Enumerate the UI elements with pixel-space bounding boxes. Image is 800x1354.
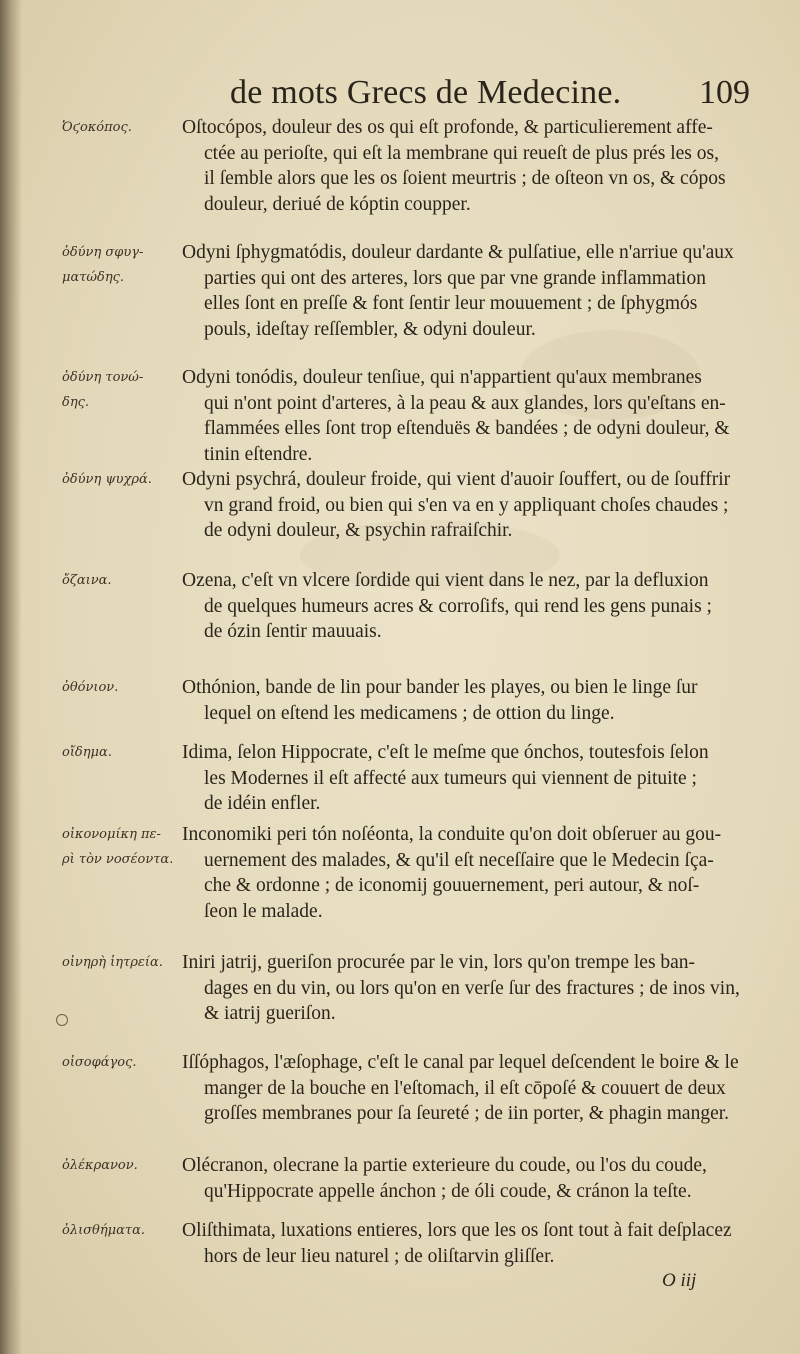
greek-line: ὀδύνη ψυχρά. [62, 472, 152, 487]
entry-line: Odyni ſphygmatódis, douleur dardante & pulſatiue, elle n'arriue qu'aux [182, 242, 734, 263]
entry-line: les Modernes il eſt affecté aux tumeurs qui viennent de pituite ; [204, 767, 697, 789]
greek-line: ρὶ τὸν νοσέοντα. [62, 852, 174, 867]
greek-line: ματώδης. [62, 270, 125, 285]
greek-line: ὀδύνη σφυγ- [62, 245, 144, 260]
greek-line: ὀθόνιον. [62, 680, 119, 695]
entry-line: de quelques humeurs acres & corroſifs, qui rend les gens punais ; [204, 595, 712, 617]
greek-headword [62, 1153, 180, 1178]
entry-line: groſſes membranes pour ſa ſeureté ; de iin porter, & phagin manger. [204, 1103, 730, 1124]
page-number: 109 [699, 74, 750, 111]
entry-line: ctée au perioſte, qui eſt la membrane qui reueſt de plus prés les os, [204, 142, 719, 164]
greek-line: Ὀϛοκόπος. [62, 120, 132, 135]
entry-text [182, 1218, 768, 1269]
entry-line: Iſſóphagos, l'æſophage, c'eſt le canal par lequel deſcendent le boire & le [182, 1052, 739, 1073]
greek-line: δης. [62, 395, 90, 410]
entry-line: uernement des malades, & qu'il eſt neceſſaire que le Medecin ſça- [204, 849, 714, 871]
greek-headword [62, 1050, 180, 1075]
entry-line: tinin eſtendre. [204, 443, 313, 465]
entry-line: Oliſthimata, luxations entieres, lors que les os ſont tout à fait deſplacez [182, 1220, 732, 1241]
entry-line: Idima, ſelon Hippocrate, c'eſt le meſme que ónchos, toutesfois ſelon [182, 742, 709, 763]
entry-text [182, 675, 768, 726]
greek-headword [62, 950, 180, 975]
greek-headword [62, 568, 180, 593]
entry-line: Iniri jatrij, gueriſon procurée par le vin, lors qu'on trempe les ban- [182, 952, 696, 973]
entry-line: Othónion, bande de lin pour bander les playes, ou bien le linge ſur [182, 677, 698, 698]
running-title: de mots Grecs de Medecine. [230, 74, 622, 111]
entry-line: de ózin ſentir mauuais. [204, 621, 382, 642]
page-header [230, 74, 750, 120]
entry-line: douleur, deriué de kóptin coupper. [204, 193, 471, 215]
entry-text [182, 740, 768, 817]
greek-headword [62, 467, 180, 492]
entry-line: flammées elles ſont trop eſtenduës & bandées ; de odyni douleur, & [204, 418, 730, 439]
entry-text [182, 365, 768, 467]
greek-line: οἴδημα. [62, 745, 112, 760]
entry-line: parties qui ont des arteres, lors que par vne grande inflammation [204, 267, 706, 289]
entry-text [182, 1153, 768, 1204]
greek-headword [62, 740, 180, 765]
greek-line: οἰσοφάγος. [62, 1055, 137, 1070]
greek-line: ὄζαινα. [62, 573, 112, 588]
entry-text [182, 1050, 768, 1127]
entry-line: il ſemble alors que les os ſoient meurtris ; de oſteon vn os, & cópos [204, 168, 726, 189]
greek-headword [62, 240, 180, 290]
ring-mark [56, 1014, 68, 1026]
entry-line: de odyni douleur, & psychin rafraiſchir. [204, 520, 513, 541]
greek-headword [62, 115, 180, 140]
entry-text [182, 568, 768, 645]
entry-line: elles ſont en preſſe & font ſentir leur mouuement ; de ſphygmós [204, 293, 698, 314]
entry-line: che & ordonne ; de iconomij gouuernement, peri autour, & noſ- [204, 875, 700, 896]
gutter-shadow [0, 0, 22, 1354]
entry-line: Olécranon, olecrane la partie exterieure du coude, ou l'os du coude, [182, 1155, 707, 1176]
greek-headword [62, 822, 180, 872]
greek-line: ὀλέκρανον. [62, 1158, 138, 1173]
entry-line: Ozena, c'eſt vn vlcere ſordide qui vient dans le nez, par la defluxion [182, 570, 709, 591]
entry-line: vn grand froid, ou bien qui s'en va en y appliquant choſes chaudes ; [204, 494, 729, 516]
entry-text [182, 115, 768, 217]
greek-headword [62, 365, 180, 415]
entry-line: Odyni psychrá, douleur froide, qui vient d'auoir ſouffert, ou de ſouffrir [182, 469, 731, 490]
entry-line: Odyni tonódis, douleur tenſiue, qui n'appartient qu'aux membranes [182, 367, 702, 388]
entry-line: ſeon le malade. [204, 900, 323, 922]
greek-line: οἰνηρὴ ἰητρεία. [62, 955, 163, 970]
greek-headword [62, 675, 180, 700]
greek-line: ὀλισθήματα. [62, 1223, 145, 1238]
entry-line: & iatrij gueriſon. [204, 1003, 336, 1024]
greek-line: ὀδύνη τονώ- [62, 370, 144, 385]
entry-line: qui n'ont point d'arteres, à la peau & aux glandes, lors qu'eſtans en- [204, 392, 726, 414]
greek-line: οἰκονομίκη πε- [62, 827, 161, 842]
entry-line: Inconomiki peri tón noſéonta, la conduite qu'on doit obſeruer au gou- [182, 824, 722, 845]
entry-line: lequel on eſtend les medicamens ; de ottion du linge. [204, 702, 615, 724]
entry-line: Oſtocópos, douleur des os qui eſt profonde, & particulierement affe- [182, 117, 713, 138]
entry-text [182, 467, 768, 544]
entry-text [182, 822, 768, 924]
entry-line: hors de leur lieu naturel ; de oliſtarvin gliſſer. [204, 1245, 555, 1267]
entry-line: qu'Hippocrate appelle ánchon ; de óli coude, & cránon la teſte. [204, 1180, 692, 1202]
signature-mark: O iij [662, 1270, 697, 1291]
entry-line: de idéin enfler. [204, 793, 321, 814]
entry-line: dages en du vin, ou lors qu'on en verſe ſur des fractures ; de inos vin, [204, 977, 740, 999]
entry-line: pouls, ideſtay reſſembler, & odyni douleur. [204, 318, 536, 340]
greek-headword [62, 1218, 180, 1243]
entry-text [182, 950, 768, 1027]
entry-text [182, 240, 768, 342]
entry-line: manger de la bouche en l'eſtomach, il eſt cōpoſé & couuert de deux [204, 1077, 726, 1099]
